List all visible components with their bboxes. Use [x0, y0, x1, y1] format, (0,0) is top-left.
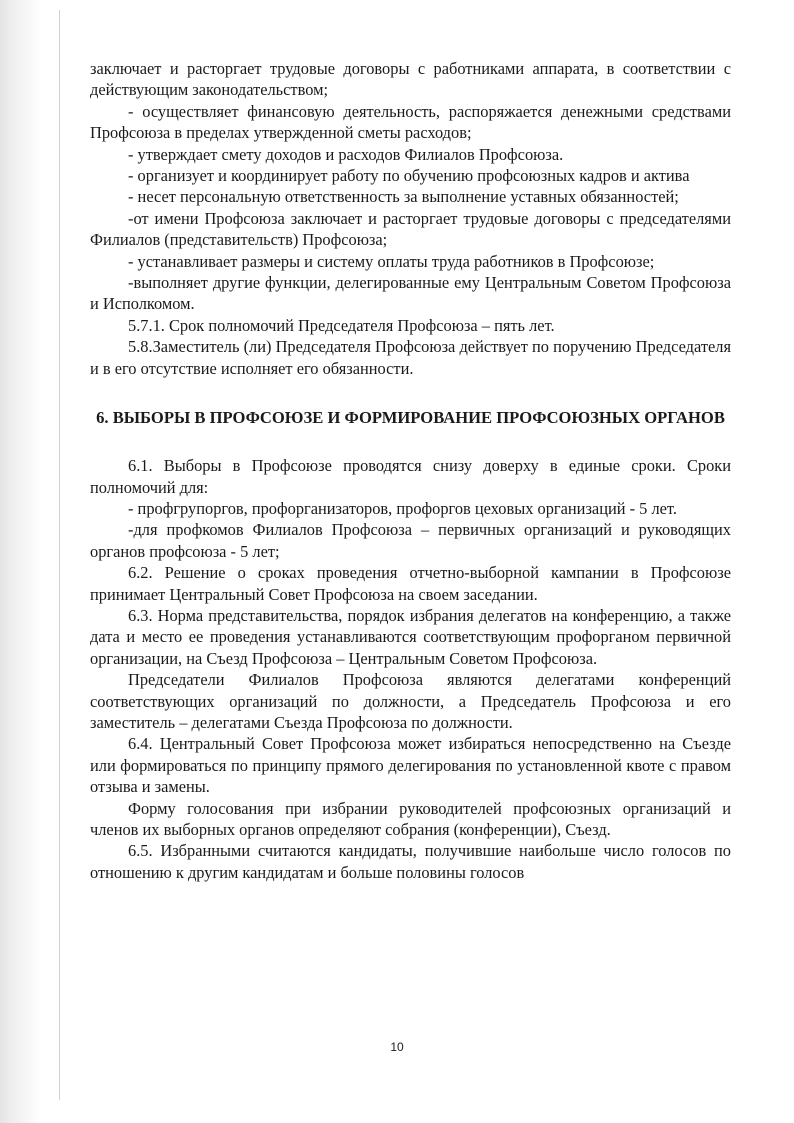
list-item: - осуществляет финансовую деятельность, распоряжается денежными средствами Профсоюза в пределах утвержденной сметы расходов; — [90, 101, 731, 143]
clause-6-2: 6.2. Решение о сроках проведения отчетно-выборной кампании в Профсоюзе принимает Центральный Совет Профсоюза на своем заседании. — [90, 563, 731, 604]
list-item: - утверждает смету доходов и расходов Филиалов Профсоюза. — [128, 144, 564, 164]
document-page — [90, 58, 731, 883]
clause-6-5: 6.5. Избранными считаются кандидаты, получившие наибольше число голосов по отношению к другим кандидатам и больше половины голосов — [90, 841, 731, 882]
paragraph: Форму голосования при избрании руководителей профсоюзных организаций и членов их выборных органов определяют собрания (конференции), Съезд. — [90, 798, 731, 839]
scan-shadow — [0, 0, 40, 1123]
list-item: - организует и координирует работу по обучению профсоюзных кадров и актива — [128, 166, 690, 186]
list-item: - устанавливает размеры и систему оплаты труда работников в Профсоюзе; — [128, 251, 655, 271]
section-heading: 6. ВЫБОРЫ В ПРОФСОЮЗЕ И ФОРМИРОВАНИЕ ПРОФСОЮЗНЫХ ОРГАНОВ — [96, 408, 725, 428]
list-item: -для профкомов Филиалов Профсоюза – первичных организаций и руководящих органов профсоюза - 5 лет; — [90, 520, 731, 561]
page-number: 10 — [390, 1040, 404, 1054]
list-item: - профгрупоргов, профорганизаторов, профоргов цеховых организаций - 5 лет. — [128, 498, 677, 518]
list-item: -от имени Профсоюза заключает и расторгает трудовые договоры с председателями Филиалов (представительств) Профсоюза; — [90, 208, 731, 250]
clause-5-8: 5.8.Заместитель (ли) Председателя Профсоюза действует по поручению Председателя и в его отсутствие исполняет его обязанности. — [90, 337, 731, 378]
list-item: - несет персональную ответственность за выполнение уставных обязанностей; — [128, 187, 679, 207]
paragraph: заключает и расторгает трудовые договоры с работниками аппарата, в соответствии с действующим законодательством; — [90, 59, 731, 100]
clause-6-3: 6.3. Норма представительства, порядок избрания делегатов на конференцию, а также дата и место ее проведения устанавливаются соответствующим профорганом первичной организации, на Съезд Профсоюза – Центральным Советом Профсоюза. — [90, 605, 731, 668]
clause-5-7-1: 5.7.1. Срок полномочий Председателя Профсоюза – пять лет. — [128, 315, 555, 335]
list-item: -выполняет другие функции, делегированные ему Центральным Советом Профсоюза и Исполкомом. — [90, 273, 731, 314]
paragraph: Председатели Филиалов Профсоюза являются делегатами конференций соответствующих организаций по должности, а Председатель Профсоюза и его заместитель – делегатами Съезда Профсоюза по должности. — [90, 670, 731, 732]
scan-line — [59, 10, 60, 1100]
clause-6-1: 6.1. Выборы в Профсоюзе проводятся снизу доверху в единые сроки. Сроки полномочий для: — [90, 456, 731, 497]
clause-6-4: 6.4. Центральный Совет Профсоюза может избираться непосредственно на Съезде или формироваться по принципу прямого делегирования по установленной квоте с правом отзыва и замены. — [90, 734, 731, 797]
